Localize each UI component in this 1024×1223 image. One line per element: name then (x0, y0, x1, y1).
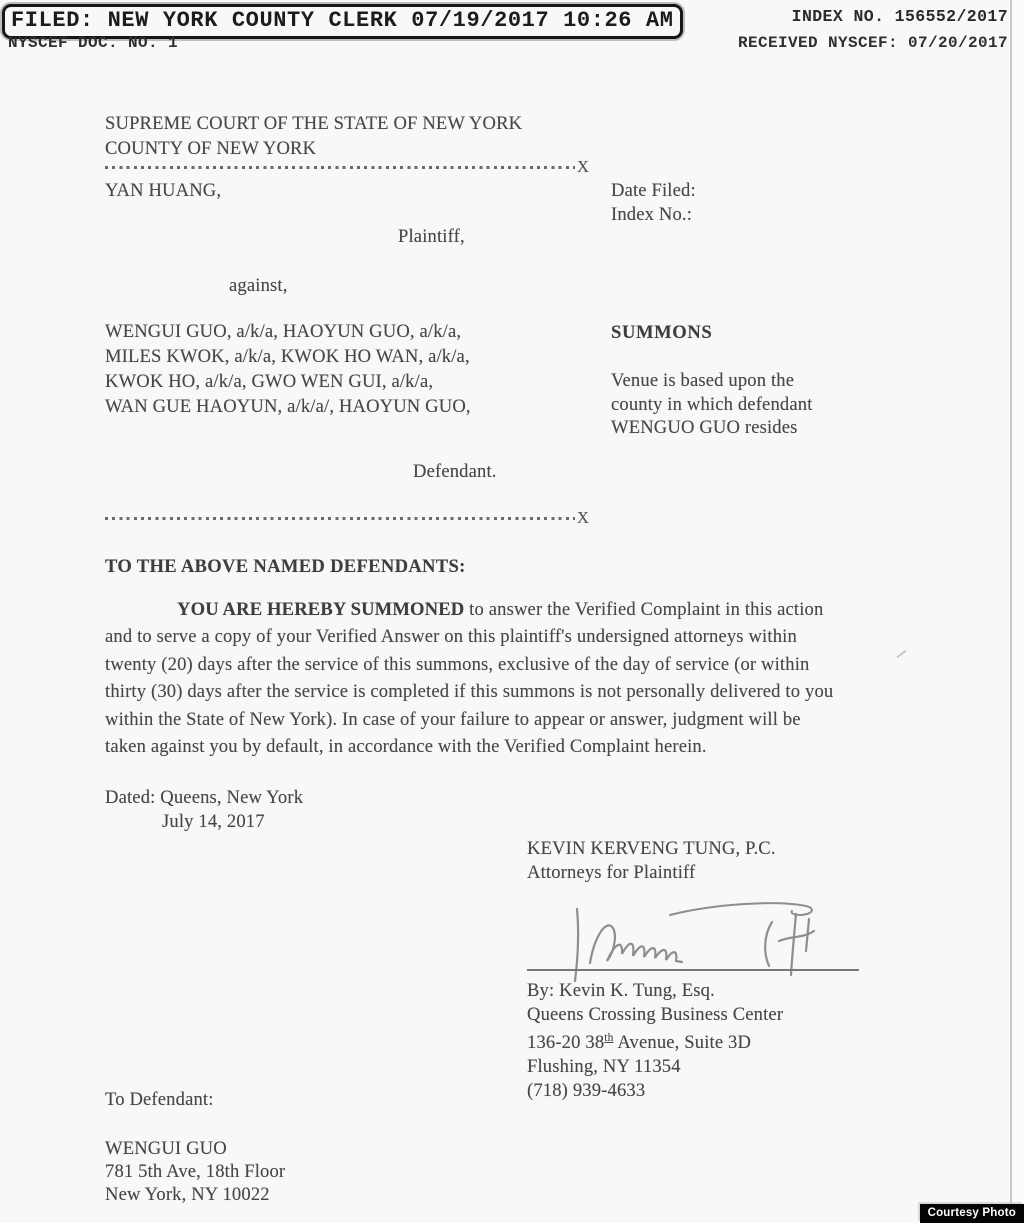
scan-edge-line (1010, 0, 1012, 1223)
scan-stray-mark (897, 650, 907, 658)
attorney-address-line: Flushing, NY 11354 (527, 1055, 681, 1077)
signature-scrawl (518, 893, 863, 985)
firm-name: KEVIN KERVENG TUNG, P.C. (527, 838, 776, 859)
defendant-service-line: New York, NY 10022 (105, 1184, 270, 1205)
plaintiff-name: YAN HUANG, (105, 180, 222, 201)
venue-statement (611, 369, 813, 440)
received-nyscef-stamp: RECEIVED NYSCEF: 07/20/2017 (737, 34, 1008, 52)
attorney-address-line (527, 1027, 783, 1055)
signature-line (527, 969, 859, 971)
date-filed-label: Date Filed: (611, 180, 696, 201)
dated-date: July 14, 2017 (162, 811, 265, 832)
by-line: By: Kevin K. Tung, Esq. (527, 980, 715, 1001)
against-label: against, (229, 275, 288, 296)
defendant-role-label: Defendant. (413, 461, 497, 482)
court-name (105, 111, 522, 161)
defendant-service-address (105, 1137, 285, 1206)
caption-divider-top (105, 157, 589, 177)
attorney-address-line: Queens Crossing Business Center (527, 1003, 784, 1025)
attorney-firm-block (527, 837, 776, 884)
to-defendant-label: To Defendant: (105, 1089, 214, 1110)
attorney-phone: (718) 939-4633 (527, 1079, 646, 1101)
courtesy-photo-badge: Courtesy Photo (920, 1204, 1024, 1223)
nyscef-doc-number: NYSCEF DOC. NO. 1 (8, 34, 179, 52)
paragraph-line: within the State of New York). In case of your failure to appear or answer, judgment will be (105, 708, 801, 730)
salutation: TO THE ABOVE NAMED DEFENDANTS: (105, 556, 466, 577)
dashed-rule (105, 166, 575, 169)
caption-divider-bottom (105, 508, 589, 528)
address-street-post: Avenue, Suite 3D (613, 1032, 752, 1053)
filed-stamp-banner: FILED: NEW YORK COUNTY CLERK 07/19/2017 10:26 AM (2, 4, 683, 39)
defendant-name-line: WAN GUE HAOYUN, a/k/a/, HAOYUN GUO, (105, 396, 471, 417)
attorney-address-block (527, 979, 783, 1103)
summons-paragraph (105, 596, 833, 760)
defendant-name-line: WENGUI GUO, a/k/a, HAOYUN GUO, a/k/a, (105, 321, 462, 342)
dated-block (105, 786, 303, 834)
index-no-label: Index No.: (611, 204, 693, 225)
summons-title: SUMMONS (611, 322, 713, 343)
index-number-stamp: INDEX NO. 156552/2017 (791, 7, 1008, 26)
scan-edge-strip (1012, 0, 1024, 1223)
venue-line: county in which defendant (611, 393, 813, 415)
paragraph-line: and to serve a copy of your Verified Answer on this plaintiff's undersigned attorneys within (105, 626, 797, 648)
divider-x-mark: X (577, 508, 590, 527)
divider-x-mark: X (577, 157, 590, 176)
address-street-pre: 136-20 38 (527, 1032, 605, 1053)
paragraph-line: taken against you by default, in accordance with the Verified Complaint herein. (105, 736, 707, 758)
plaintiff-role-label: Plaintiff, (398, 226, 465, 247)
defendant-name-line: MILES KWOK, a/k/a, KWOK HO WAN, a/k/a, (105, 346, 470, 367)
dashed-rule (105, 517, 575, 520)
venue-line: Venue is based upon the (611, 370, 795, 391)
paragraph-line: thirty (30) days after the service is completed if this summons is not personally delivered to you (105, 681, 834, 703)
firm-role: Attorneys for Plaintiff (527, 861, 696, 883)
dated-place: Dated: Queens, New York (105, 787, 304, 808)
paragraph-text: to answer the Verified Complaint in this action (464, 599, 824, 620)
defendant-service-name: WENGUI GUO (105, 1138, 227, 1159)
court-name-line1: SUPREME COURT OF THE STATE OF NEW YORK (105, 113, 523, 134)
paragraph-line (105, 596, 833, 623)
venue-line: WENGUO GUO resides (611, 417, 798, 439)
paragraph-line: twenty (20) days after the service of this summons, exclusive of the day of service (or within (105, 653, 810, 675)
court-name-line2: COUNTY OF NEW YORK (105, 138, 317, 159)
summoned-bold-text: YOU ARE HEREBY SUMMONED (177, 599, 465, 620)
ordinal-superscript: th (604, 1031, 614, 1044)
defendant-service-line: 781 5th Ave, 18th Floor (105, 1161, 286, 1182)
defendant-names-block (105, 319, 471, 419)
defendant-name-line: KWOK HO, a/k/a, GWO WEN GUI, a/k/a, (105, 371, 434, 392)
